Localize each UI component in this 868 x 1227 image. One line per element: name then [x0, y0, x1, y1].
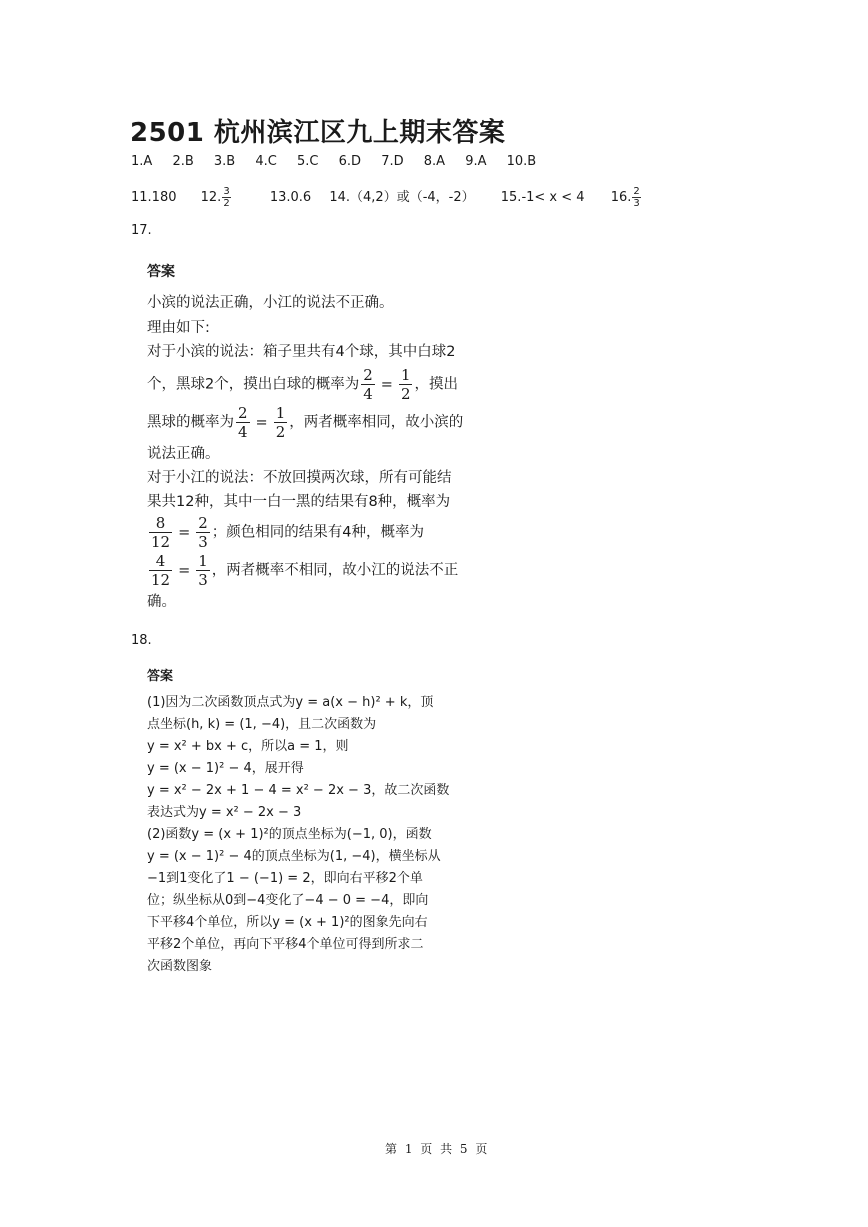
answer-2: 2.B [172, 154, 194, 169]
answer-5: 5.C [297, 154, 319, 169]
fraction-numerator: 2 [238, 404, 248, 422]
fraction-denominator: 12 [151, 533, 171, 551]
fraction-denominator: 2 [223, 198, 230, 209]
q18-line-9: −1到1变化了1 − (−1) = 2，即向右平移2个单 [147, 871, 423, 886]
answer-1: 1.A [131, 154, 153, 169]
q17-line-5-text: 黑球的概率为 [147, 414, 234, 431]
fraction-numerator: 2 [363, 366, 373, 384]
q17-line-4-tail: ，摸出 [414, 376, 458, 393]
q17-line-2: 理由如下: [147, 320, 210, 336]
q18-line-7: (2)函数y = (x + 1)²的顶点坐标为(−1, 0)，函数 [147, 827, 432, 842]
q18-line-4: y = (x − 1)² − 4，展开得 [147, 761, 304, 776]
fraction-numerator: 8 [149, 514, 172, 533]
q18-line-13: 次函数图象 [147, 959, 213, 974]
q17-line-4-text: 个，黑球2个，摸出白球的概率为 [147, 376, 360, 393]
fraction-numerator: 4 [149, 552, 172, 571]
answer-7: 7.D [381, 154, 404, 169]
q17-line-5 [147, 404, 463, 441]
q17-line-3: 对于小滨的说法：箱子里共有4个球，其中白球2 [147, 344, 456, 360]
fraction [399, 366, 413, 403]
q17-line-6: 说法正确。 [147, 446, 220, 462]
answer-4: 4.C [255, 154, 277, 169]
answer-16-prefix: 16. [610, 190, 632, 205]
question-17-number: 17. [131, 223, 152, 238]
answer-12-fraction [222, 186, 230, 209]
equals-sign: = [380, 376, 393, 393]
answer-15: 15.-1< x < 4 [500, 190, 585, 205]
question-18-number: 18. [131, 633, 152, 648]
answer-3: 3.B [213, 154, 236, 169]
fraction-denominator: 2 [400, 385, 411, 403]
answer-16 [610, 186, 642, 209]
fraction-denominator: 12 [151, 571, 171, 589]
q18-line-1: (1)因为二次函数顶点式为y = a(x − h)² + k，顶 [147, 695, 434, 710]
answer-16-fraction [632, 186, 640, 209]
q17-line-8: 果共12种，其中一白一黑的结果有8种，概率为 [147, 494, 451, 510]
q18-line-8: y = (x − 1)² − 4的顶点坐标为(1, −4)，横坐标从 [147, 849, 441, 864]
fraction-denominator: 3 [198, 533, 208, 551]
q18-line-10: 位；纵坐标从0到−4变化了−4 − 0 = −4，即向 [147, 893, 429, 908]
equals-sign: = [178, 524, 191, 541]
fraction [361, 366, 375, 403]
q17-line-10 [147, 552, 458, 589]
q18-line-11: 下平移4个单位，所以y = (x + 1)²的图象先向右 [147, 915, 428, 930]
fraction-denominator: 3 [198, 571, 208, 589]
fraction [149, 514, 172, 551]
answer-row-fill [131, 186, 642, 209]
q17-line-1: 小滨的说法正确，小江的说法不正确。 [147, 295, 394, 311]
answer-6: 6.D [338, 154, 362, 169]
answer-10: 10.B [506, 154, 537, 169]
answer-9: 9.A [465, 154, 487, 169]
answer-12 [200, 186, 236, 209]
q18-line-12: 平移2个单位，再向下平移4个单位可得到所求二 [147, 937, 424, 952]
q17-line-4 [147, 366, 458, 403]
answer-12-prefix: 12. [200, 190, 222, 205]
fraction [274, 404, 288, 441]
fraction-denominator: 4 [363, 385, 373, 403]
fraction-denominator: 4 [238, 423, 248, 441]
page-footer: 第 1 页 共 5 页 [385, 1142, 490, 1156]
fraction-denominator: 2 [275, 423, 286, 441]
page-title: 2501 杭州滨江区九上期末答案 [130, 118, 506, 148]
fraction-numerator: 2 [633, 186, 640, 197]
question-18-answer-label: 答案 [147, 669, 174, 684]
q17-line-7: 对于小江的说法：不放回摸两次球，所有可能结 [147, 470, 452, 486]
fraction-numerator: 1 [400, 366, 411, 384]
q18-line-2: 点坐标(h, k) = (1, −4)，且二次函数为 [147, 717, 377, 732]
q18-line-3: y = x² + bx + c，所以a = 1，则 [147, 739, 349, 754]
answer-13: 13.0.6 [269, 190, 312, 205]
question-17-answer-label: 答案 [147, 264, 175, 280]
q17-line-5-tail: ，两者概率相同，故小滨的 [289, 414, 464, 431]
q18-line-6: 表达式为y = x² − 2x − 3 [147, 805, 302, 820]
answer-14: 14.（4,2）或（-4，-2） [329, 190, 475, 205]
equals-sign: = [178, 562, 191, 579]
q18-line-5: y = x² − 2x + 1 − 4 = x² − 2x − 3，故二次函数 [147, 783, 450, 798]
fraction [236, 404, 250, 441]
fraction-denominator: 3 [633, 198, 640, 209]
fraction-numerator: 3 [223, 186, 230, 197]
answer-11: 11.180 [131, 190, 177, 205]
q17-line-11: 确。 [147, 594, 176, 610]
q17-line-9 [147, 514, 424, 551]
answer-8: 8.A [423, 154, 446, 169]
fraction [196, 514, 210, 551]
fraction-numerator: 2 [198, 514, 208, 532]
answer-row-choice [131, 154, 552, 169]
fraction [196, 552, 210, 589]
equals-sign: = [255, 414, 268, 431]
fraction [149, 552, 172, 589]
q17-line-9-tail: ；颜色相同的结果有4种，概率为 [211, 524, 425, 541]
fraction-numerator: 1 [198, 552, 208, 570]
fraction-numerator: 1 [275, 404, 286, 422]
q17-line-10-tail: ，两者概率不相同，故小江的说法不正 [211, 562, 459, 579]
